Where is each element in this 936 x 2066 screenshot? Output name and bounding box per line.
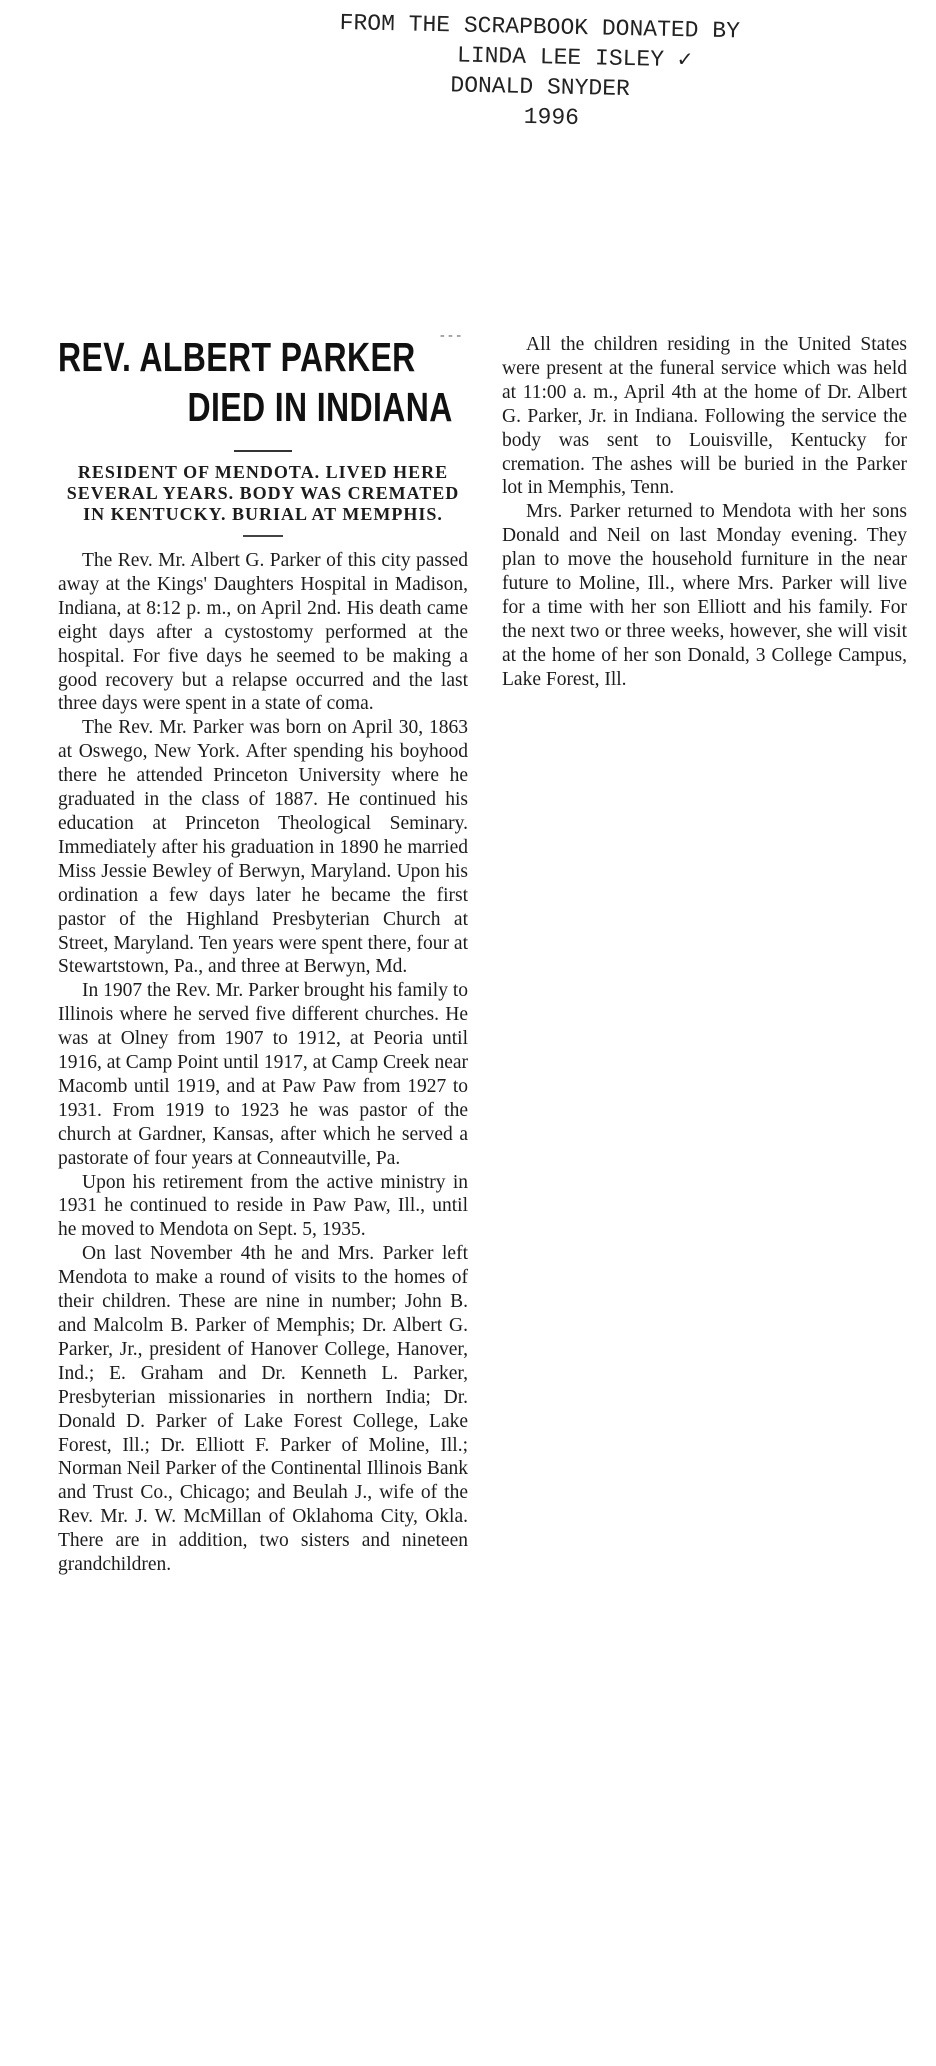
- column-rule-mark: - - -: [440, 328, 461, 343]
- headline-line-2: DIED IN INDIANA: [187, 384, 453, 430]
- paragraph: On last November 4th he and Mrs. Parker left Mendota to make a round of visits to the homes of their children. These are nine in number; John B. and Malcolm B. Parker of Memphis; Dr. Albert G. Parker, Jr., president of Hanover College, Hanover, Ind.; E. Graham and Dr. Kenneth L. Parker, Presbyterian missionaries in northern India; Dr. Donald D. Parker of Lake Forest College, Lake Forest, Ill.; Dr. Elliott F. Parker of Moline, Ill.; Norman Neil Parker of the Continental Illinois Bank and Trust Co., Chicago; and Beulah J., wife of the Rev. Mr. J. W. McMillan of Oklahoma City, Okla. There are in addition, two sisters and nineteen grandchildren.: [58, 1243, 468, 1576]
- subhead-divider: [243, 535, 283, 537]
- article-headline: [58, 332, 468, 432]
- article-left-column: [58, 332, 468, 1577]
- paragraph: The Rev. Mr. Albert G. Parker of this city passed away at the Kings' Daughters Hospital in Madison, Indiana, at 8:12 p. m., on April 2nd. His death came eight days after a cystostomy performed at the hospital. For five days he seemed to be making a good recovery but a relapse occurred and the last three days were spent in a state of coma.: [58, 550, 468, 715]
- article-subhead: RESIDENT OF MENDOTA. LIVED HERE SEVERAL YEARS. BODY WAS CREMATED IN KENTUCKY. BURIAL AT MEMPHIS.: [66, 462, 460, 524]
- paragraph: In 1907 the Rev. Mr. Parker brought his family to Illinois where he served five different churches. He was at Olney from 1907 to 1912, at Peoria until 1916, at Camp Point until 1917, at Camp Creek near Macomb until 1919, and at Paw Paw from 1927 to 1931. From 1919 to 1923 he was pastor of the church at Gardner, Kansas, after which he served a pastorate of four years at Conneautville, Pa.: [58, 980, 468, 1169]
- note-line-2: LINDA LEE ISLEY ✓: [456, 42, 692, 74]
- scrapbook-donation-note: [337, 8, 859, 139]
- headline-divider: [234, 450, 292, 452]
- paragraph: Upon his retirement from the active ministry in 1931 he continued to reside in Paw Paw, Ill., until he moved to Mendota on Sept. 5, 1935.: [58, 1171, 468, 1241]
- note-line-4: 1996: [523, 103, 580, 132]
- paragraph: All the children residing in the United States were present at the funeral service which was held at 11:00 a. m., April 4th at the home of Dr. Albert G. Parker, Jr. in Indiana. Following the service the body was sent to Louisville, Kentucky for cremation. The ashes will be buried in the Parker lot in Memphis, Tenn.: [502, 334, 907, 499]
- note-line-3: DONALD SNYDER: [450, 72, 631, 103]
- paragraph: Mrs. Parker returned to Mendota with her sons Donald and Neil on last Monday evening. They plan to move the household furniture in the near future to Moline, Ill., where Mrs. Parker will live for a time with her son Elliott and his family. For the next two or three weeks, however, she will visit at the home of her son Donald, 3 College Campus, Lake Forest, Ill.: [502, 501, 907, 690]
- headline-line-1: REV. ALBERT PARKER: [58, 334, 416, 380]
- paragraph: The Rev. Mr. Parker was born on April 30, 1863 at Oswego, New York. After spending his boyhood there he attended Princeton University where he graduated in the class of 1887. He continued his education at Princeton Theological Seminary. Immediately after his graduation in 1890 he married Miss Jessie Bewley of Berwyn, Maryland. Upon his ordination a few days later he became the first pastor of the Highland Presbyterian Church at Street, Maryland. Ten years were spent there, four at Stewartstown, Pa., and three at Berwyn, Md.: [58, 717, 468, 978]
- note-line-1: FROM THE SCRAPBOOK DONATED BY: [339, 9, 741, 45]
- article-right-column: [502, 333, 907, 692]
